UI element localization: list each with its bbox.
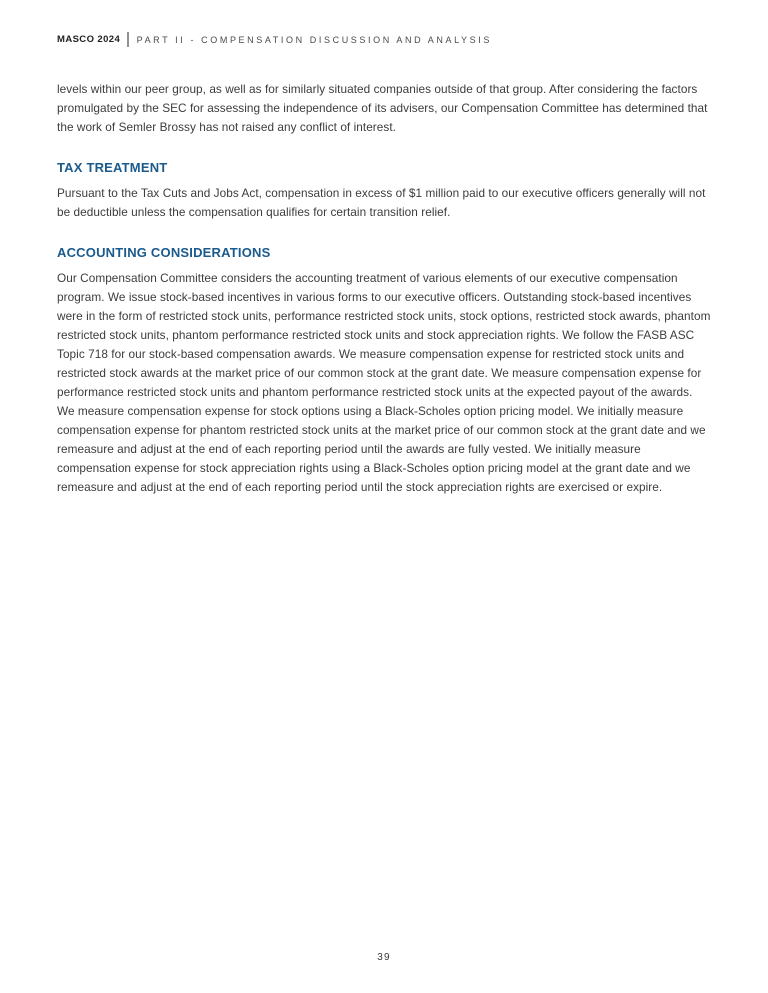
page-content [57, 80, 711, 497]
report-header [57, 32, 711, 47]
intro-paragraph: levels within our peer group, as well as for similarly situated companies outside of that group. After considering the factors promulgated by the SEC for assessing the independence of its advisers, our Compensation Committee has determined that the work of Semler Brossy has not raised any conflict of interest. [57, 82, 708, 134]
header-divider [127, 32, 129, 47]
page-number: 39 [377, 952, 391, 963]
section-heading-accounting-considerations: ACCOUNTING CONSIDERATIONS [57, 245, 271, 260]
brand-label: MASCO 2024 [57, 34, 121, 45]
tax-treatment-paragraph: Pursuant to the Tax Cuts and Jobs Act, compensation in excess of $1 million paid to our executive officers generally will not be deductible unless the compensation qualifies for certain transition relief. [57, 186, 706, 219]
header-section-title: PART II - COMPENSATION DISCUSSION AND ANALYSIS [136, 34, 492, 45]
section-heading-tax-treatment: TAX TREATMENT [57, 160, 168, 175]
page-footer [0, 947, 768, 965]
accounting-considerations-paragraph: Our Compensation Committee considers the accounting treatment of various elements of our executive compensation program. We issue stock-based incentives in various forms to our executive officers. Outstanding stock-based incentives were in the form of restricted stock units, performance restricted stock units, stock options, restricted stock awards, phantom restricted stock units, phantom performance restricted stock units and stock appreciation rights. We follow the FASB ASC Topic 718 for our stock-based compensation awards. We measure compensation expense for restricted stock units and restricted stock awards at the market price of our common stock at the grant date. We measure compensation expense for performance restricted stock units and phantom performance restricted stock units at the expected payout of the awards. We measure compensation expense for stock options using a Black-Scholes option pricing model. We initially measure compensation expense for phantom restricted stock units at the market price of our common stock at the grant date and we remeasure and adjust at the end of each reporting period until the awards are fully vested. We initially measure compensation expense for stock appreciation rights using a Black-Scholes option pricing model at the grant date and we remeasure and adjust at the end of each reporting period until the stock appreciation rights are exercised or expire. [57, 271, 711, 494]
